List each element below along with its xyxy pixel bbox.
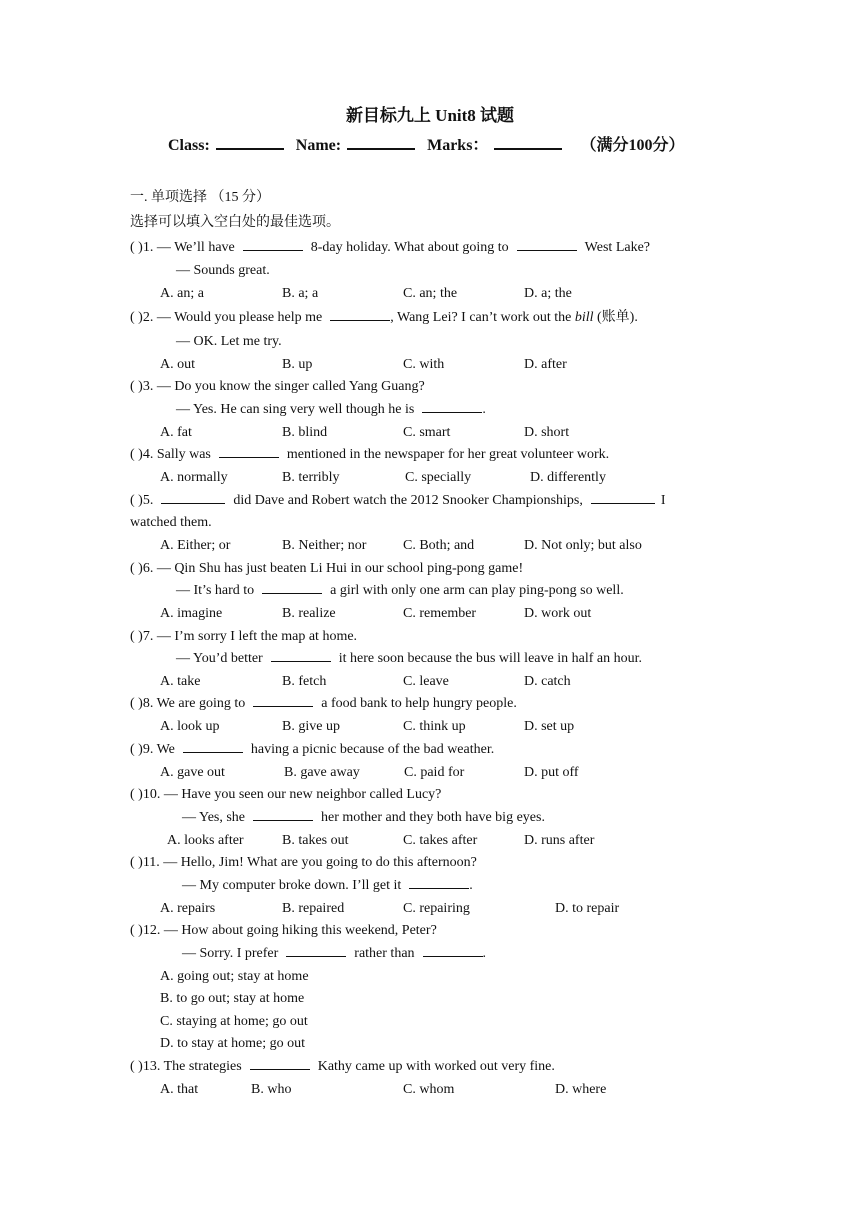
option-c: C. whom [403,1082,455,1097]
section-instruction: 选择可以填入空白处的最佳选项。 [130,215,340,230]
question-1 [130,238,650,258]
question-text: — You’d better [176,651,263,666]
question-3: ( )3. — Do you know the singer called Yang Guang? [130,379,425,394]
question-8 [130,694,517,714]
option-c: C. paid for [404,765,465,780]
option-d: D. where [555,1082,607,1097]
question-text: ( )5. [130,493,154,508]
question-text: 8-day holiday. What about going to [310,240,509,255]
answer-blank[interactable] [243,238,303,251]
question-text: ( )1. — We’ll have [130,240,235,255]
option-d: D. set up [524,719,575,734]
option-a: A. Either; or [160,538,231,553]
option-b: B. fetch [282,674,327,689]
reply-line [176,649,642,669]
question-text: ( )4. Sally was [130,447,211,462]
option-c: C. staying at home; go out [160,1014,308,1029]
question-text: West Lake? [584,240,651,255]
name-blank[interactable] [347,134,415,150]
question-text: it here soon because the bus will leave in half an hour. [338,651,642,666]
option-c: C. smart [403,425,451,440]
question-continuation: watched them. [130,515,212,530]
answer-blank[interactable] [219,445,279,458]
name-label: Name: [295,137,342,154]
option-c: C. leave [403,674,449,689]
question-text: did Dave and Robert watch the 2012 Snooker Championships, [233,493,583,508]
option-a: A. look up [160,719,220,734]
question-text: a food bank to help hungry people. [321,696,517,711]
question-text: her mother and they both have big eyes. [321,810,545,825]
question-text: rather than [354,946,415,961]
option-d: D. a; the [524,286,572,301]
answer-blank[interactable] [183,740,243,753]
question-text: ( )2. — Would you please help me [130,310,323,325]
question-4 [130,445,609,465]
option-c: C. specially [405,470,472,485]
option-b: B. gave away [284,765,360,780]
page-title: 新目标九上 Unit8 试题 [345,106,515,125]
answer-blank[interactable] [253,694,313,707]
option-a: A. repairs [160,901,216,916]
answer-blank[interactable] [423,944,483,957]
answer-blank[interactable] [591,491,655,504]
question-11: ( )11. — Hello, Jim! What are you going to do this afternoon? [130,855,477,870]
reply-line [182,944,486,964]
option-b: B. realize [282,606,336,621]
option-b: B. up [282,357,313,372]
option-c: C. remember [403,606,477,621]
answer-blank[interactable] [286,944,346,957]
answer-blank[interactable] [161,491,225,504]
reply-line [176,400,486,420]
question-13 [130,1057,555,1077]
answer-blank[interactable] [262,581,322,594]
marks-label: Marks： [427,137,489,154]
reply-line: — OK. Let me try. [176,334,282,349]
option-d: D. Not only; but also [524,538,642,553]
question-text: , Wang Lei? I can’t work out the [390,310,572,325]
option-d: D. after [524,357,567,372]
option-d: D. short [524,425,570,440]
question-7: ( )7. — I’m sorry I left the map at home. [130,629,358,644]
question-text: — My computer broke down. I’ll get it [182,878,402,893]
option-c: C. repairing [403,901,470,916]
option-c: C. with [403,357,445,372]
option-b: B. takes out [282,833,349,848]
answer-blank[interactable] [271,649,331,662]
option-b: B. terribly [282,470,340,485]
reply-line [182,876,473,896]
option-b: B. give up [282,719,340,734]
reply-line [182,808,545,828]
class-blank[interactable] [216,134,284,150]
option-c: C. think up [403,719,466,734]
question-text: . [469,878,473,893]
option-b: B. repaired [282,901,345,916]
section-heading: 一. 单项选择 （15 分） [130,190,270,205]
question-text: ( )8. We are going to [130,696,246,711]
question-9 [130,740,494,760]
question-6: ( )6. — Qin Shu has just beaten Li Hui in our school ping-pong game! [130,561,524,576]
italic-word: bill [574,310,594,325]
option-b: B. who [251,1082,292,1097]
question-2 [130,308,638,328]
option-a: A. out [160,357,195,372]
question-text: mentioned in the newspaper for her great volunteer work. [286,447,610,462]
answer-blank[interactable] [330,308,390,321]
answer-blank[interactable] [409,876,469,889]
option-b: B. to go out; stay at home [160,991,305,1006]
question-text: — It’s hard to [176,583,255,598]
option-b: B. blind [282,425,328,440]
option-a: A. going out; stay at home [160,969,309,984]
reply-line [176,581,624,601]
option-a: A. take [160,674,201,689]
option-d: D. runs after [524,833,595,848]
option-b: B. Neither; nor [282,538,367,553]
question-text: I [660,493,666,508]
question-text: (账单). [597,310,638,325]
option-c: C. takes after [403,833,478,848]
option-d: D. put off [524,765,579,780]
question-text: ( )13. The strategies [130,1059,242,1074]
question-12: ( )12. — How about going hiking this weekend, Peter? [130,923,437,938]
option-d: D. to repair [555,901,620,916]
question-text: ( )9. We [130,742,175,757]
marks-blank[interactable] [494,134,562,150]
option-c: C. Both; and [403,538,475,553]
reply-line: — Sounds great. [176,263,270,278]
question-text: . [482,946,487,961]
option-b: B. a; a [282,286,319,301]
question-text: a girl with only one arm can play ping-pong so well. [330,583,624,598]
option-a: A. gave out [160,765,225,780]
full-marks-note: （满分100分） [580,137,685,154]
question-text: — Yes, she [182,810,246,825]
question-text: — Sorry. I prefer [182,946,279,961]
question-5 [130,491,666,511]
answer-blank[interactable] [517,238,577,251]
question-text: having a picnic because of the bad weather. [250,742,495,757]
question-text: — Yes. He can sing very well though he is [176,402,415,417]
question-text: . [482,402,486,417]
answer-blank[interactable] [422,400,482,413]
answer-blank[interactable] [253,808,313,821]
option-a: A. an; a [160,286,204,301]
answer-blank[interactable] [250,1057,310,1070]
option-d: D. catch [524,674,571,689]
option-d: D. to stay at home; go out [160,1036,306,1051]
option-d: D. differently [530,470,606,485]
option-d: D. work out [524,606,592,621]
option-a: A. fat [160,425,192,440]
option-a: A. looks after [167,833,244,848]
option-c: C. an; the [403,286,458,301]
class-label: Class: [168,137,210,154]
option-a: A. imagine [160,606,223,621]
option-a: A. normally [160,470,228,485]
option-a: A. that [160,1082,199,1097]
student-info-line [168,134,684,157]
question-text: Kathy came up with worked out very fine. [317,1059,555,1074]
question-10: ( )10. — Have you seen our new neighbor called Lucy? [130,787,442,802]
